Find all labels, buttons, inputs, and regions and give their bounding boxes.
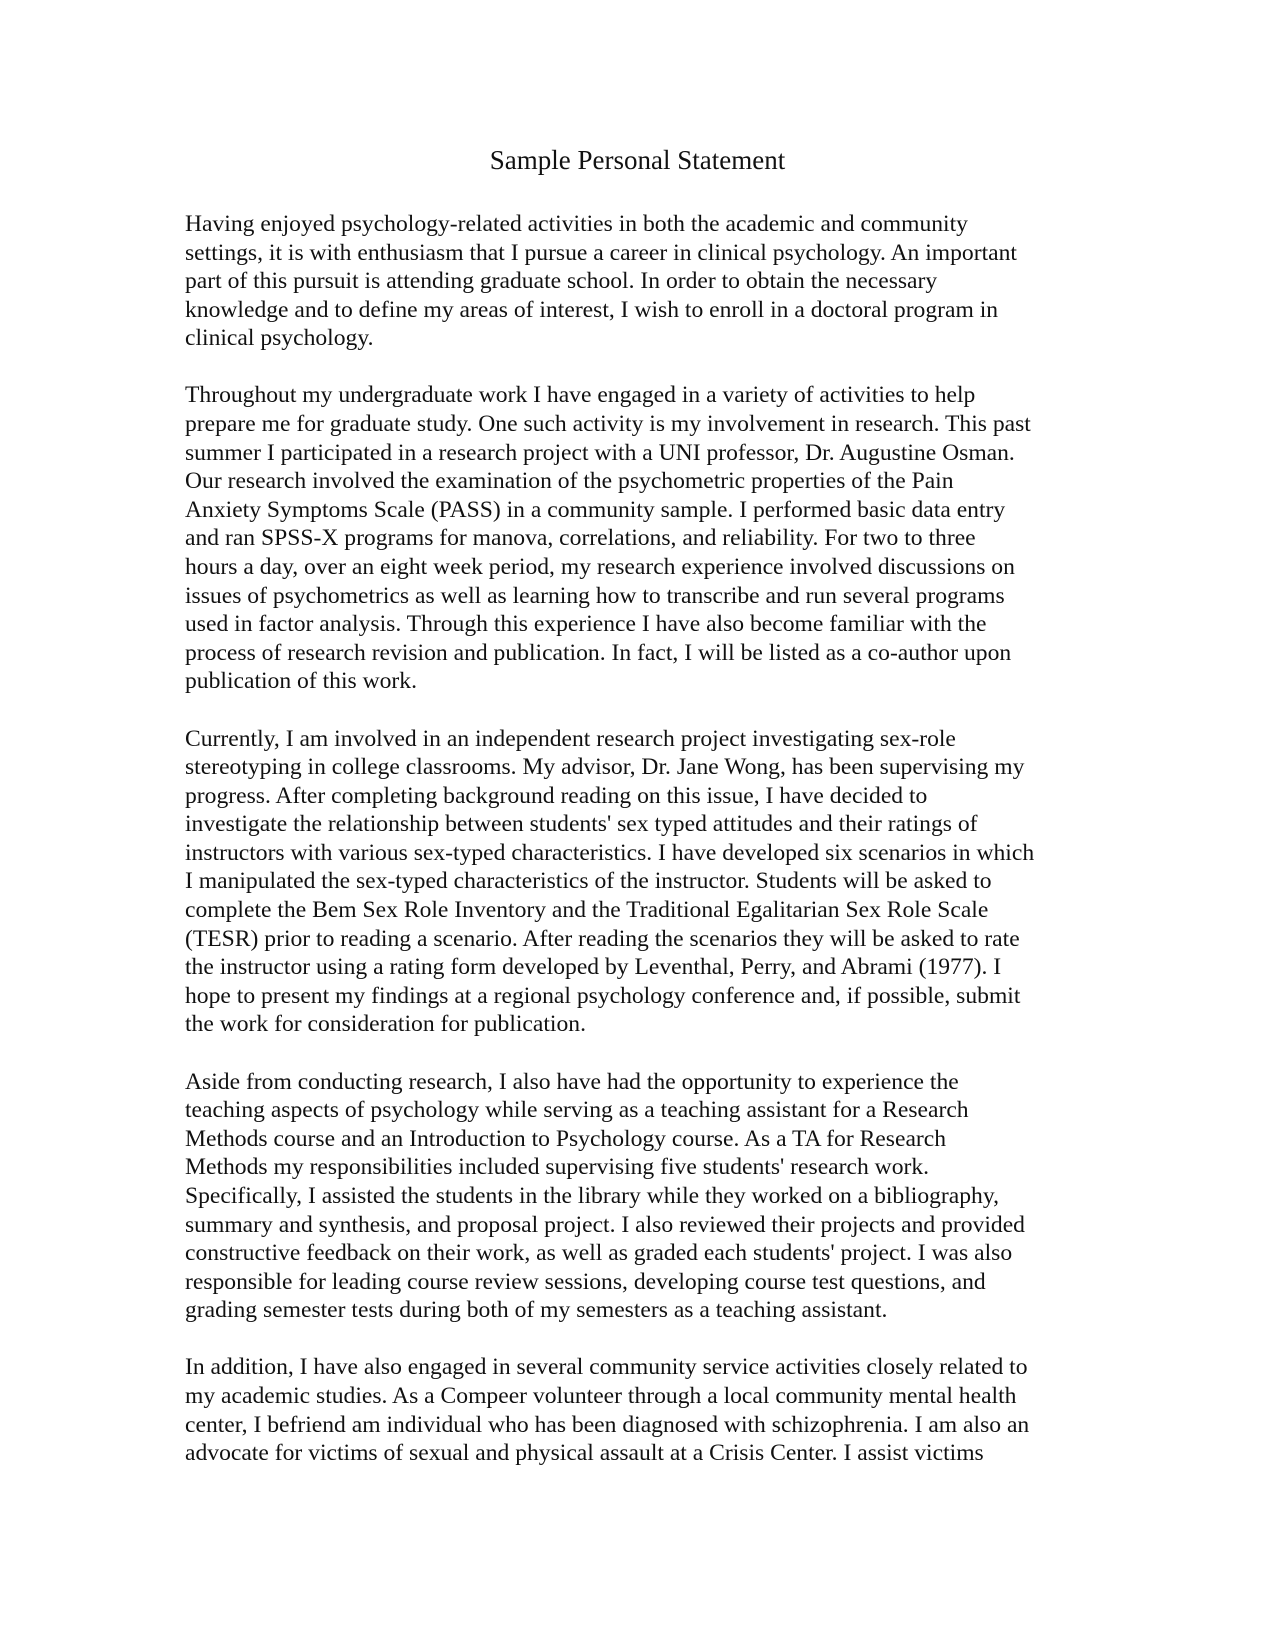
text-line: grading semester tests during both of my semesters as a teaching assistant. [185,1297,888,1324]
text-line: the instructor using a rating form developed by Leventhal, Perry, and Abrami (1977). I [185,954,1002,981]
text-line: Specifically, I assisted the students in the library while they worked on a bibliography, [185,1182,1000,1209]
text-line: Methods course and an Introduction to Psychology course. As a TA for Research [185,1125,947,1152]
text-line: hours a day, over an eight week period, my research experience involved discussions on [185,554,1015,581]
text-line: (TESR) prior to reading a scenario. After reading the scenarios they will be asked to rate [185,925,1020,952]
text-line: teaching aspects of psychology while serving as a teaching assistant for a Research [185,1097,969,1124]
document-body [185,210,1105,1496]
text-line: part of this pursuit is attending graduate school. In order to obtain the necessary [185,268,938,295]
text-line: issues of psychometrics as well as learning how to transcribe and run several programs [185,582,1005,609]
text-line: Throughout my undergraduate work I have engaged in a variety of activities to help [185,382,976,409]
text-line: constructive feedback on their work, as well as graded each students' project. I was also [185,1240,1013,1267]
text-line: summary and synthesis, and proposal project. I also reviewed their projects and provided [185,1211,1025,1238]
text-line: clinical psychology. [185,325,374,352]
text-line: publication of this work. [185,668,417,695]
text-line: Anxiety Symptoms Scale (PASS) in a community sample. I performed basic data entry [185,496,1006,523]
text-line: hope to present my findings at a regional psychology conference and, if possible, submit [185,982,1021,1009]
text-line: prepare me for graduate study. One such activity is my involvement in research. This past [185,411,1031,438]
text-line: advocate for victims of sexual and physical assault at a Crisis Center. I assist victims [185,1440,984,1467]
document-title: Sample Personal Statement [489,145,786,175]
paragraph [185,381,1105,696]
text-line: Currently, I am involved in an independent research project investigating sex-role [185,725,956,752]
text-line: Our research involved the examination of the psychometric properties of the Pain [185,468,954,495]
text-line: center, I befriend am individual who has been diagnosed with schizophrenia. I am also an [185,1411,1030,1438]
text-line: I manipulated the sex-typed characteristics of the instructor. Students will be asked to [185,868,992,895]
paragraph [185,1068,1105,1325]
text-line: instructors with various sex-typed characteristics. I have developed six scenarios in which [185,839,1035,866]
text-line: In addition, I have also engaged in several community service activities closely related to [185,1354,1028,1381]
text-line: Methods my responsibilities included supervising five students' research work. [185,1154,930,1181]
text-line: responsible for leading course review sessions, developing course test questions, and [185,1268,986,1295]
text-line: Aside from conducting research, I also have had the opportunity to experience the [185,1068,959,1095]
text-line: knowledge and to define my areas of interest, I wish to enroll in a doctoral program in [185,296,999,323]
paragraph [185,210,1105,353]
text-line: complete the Bem Sex Role Inventory and the Traditional Egalitarian Sex Role Scale [185,897,989,924]
text-line: stereotyping in college classrooms. My advisor, Dr. Jane Wong, has been supervising my [185,754,1025,781]
paragraph [185,725,1105,1040]
text-line: and ran SPSS-X programs for manova, correlations, and reliability. For two to three [185,525,976,552]
text-line: investigate the relationship between students' sex typed attitudes and their ratings of [185,811,978,838]
text-line: the work for consideration for publication. [185,1011,586,1038]
text-line: summer I participated in a research project with a UNI professor, Dr. Augustine Osman. [185,439,1015,466]
paragraph [185,1353,1105,1467]
text-line: used in factor analysis. Through this experience I have also become familiar with the [185,611,987,638]
text-line: my academic studies. As a Compeer volunteer through a local community mental health [185,1382,1017,1409]
text-line: Having enjoyed psychology-related activities in both the academic and community [185,211,968,237]
text-line: settings, it is with enthusiasm that I pursue a career in clinical psychology. An important [185,239,1017,266]
text-line: process of research revision and publication. In fact, I will be listed as a co-author upon [185,639,1012,666]
text-line: progress. After completing background reading on this issue, I have decided to [185,782,928,809]
